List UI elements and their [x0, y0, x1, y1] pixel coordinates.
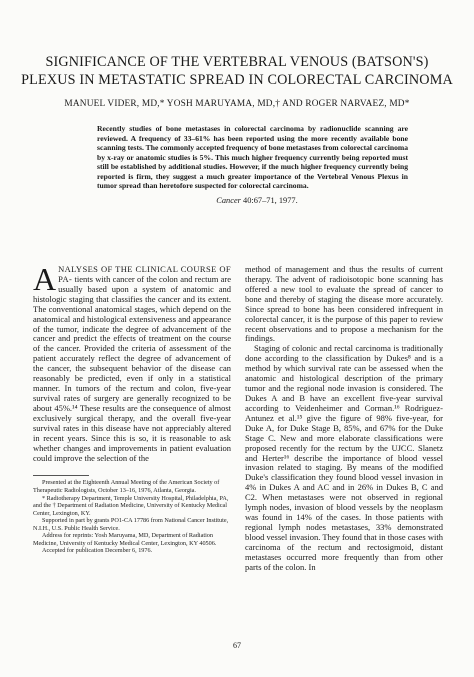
footnote: * Radiotherapy Department, Temple University Hospital, Philadelphia, PA, and the † Department of Radiation Medicine, University of Kentucky Medical Center, Lexington, KY.: [33, 494, 229, 517]
footnotes: [33, 479, 231, 554]
body-columns: [33, 261, 443, 637]
body-paragraph: method of management and thus the results of current therapy. The advent of radioisotopic bone scanning has offered a new tool to evaluate the spread of cancer to bone and thereby of staging the disease more accurately. Since spread to bone has been considered infrequent in colorectal cancer, it is the purpose of this paper to review recent observations and to propose a mechanism for the findings.: [245, 264, 443, 344]
article-title: SIGNIFICANCE OF THE VERTEBRAL VENOUS (BATSON'S) PLEXUS IN METASTATIC SPREAD IN COLORECTAL CARCINOMA: [21, 54, 453, 88]
right-column: [245, 265, 443, 637]
footnote: Accepted for publication December 6, 1976.: [42, 547, 153, 555]
opening-paragraph: [33, 261, 232, 463]
opening-small-caps: NALYSES OF THE CLINICAL COURSE OF PA-: [58, 264, 231, 284]
footnote: Supported in part by grants PO1-CA 17786 from National Cancer Institute, N.I.H., U.S. Public Health Service.: [33, 517, 229, 532]
left-column: [33, 261, 232, 637]
author-line: MANUEL VIDER, MD,* YOSH MARUYAMA, MD,† AND ROGER NARVAEZ, MD*: [64, 99, 410, 109]
drop-cap: A: [33, 261, 57, 297]
page-number: 67: [233, 641, 241, 650]
citation: [20, 196, 454, 206]
opening-paragraph-text: tients with cancer of the colon and rectum are usually based upon a system of anatomic and histologic staging that classifies the cancer and its extent. The conventional anatomical stages, which depend on the anatomical and histological extensiveness and appearance of the tumor, indicate the degree of advancement of the cancer and predict the effects of treatment on the course of the cancer. Provided the criteria of assessment of the patient accurately reflect the degree of advancement of the cancer, the subsequent behavior of the disease can reasonably be predicted, even if only in a statistical manner. In tumors of the rectum and colon, five-year survival rates of surgery are generally recognized to be about 45%.¹⁴ These results are the consequence of almost exclusively surgical therapy, and the overall five-year survival rates in this disease have not appreciably altered in recent years. Since this is so, it is reasonable to ask whether changes and improvements in patient evaluation could improve the selection of the: [33, 273, 232, 463]
footnote: Presented at the Eighteenth Annual Meeting of the American Society of Therapeutic Radiologists, October 13–16, 1976, Atlanta, Georgia.: [33, 479, 220, 494]
journal-name: Cancer: [216, 195, 241, 205]
footnote-divider: [33, 475, 89, 476]
citation-volume: 40:67–71, 1977.: [240, 195, 298, 205]
abstract: Recently studies of bone metastases in colorectal carcinoma by radionuclide scanning are reviewed. A frequency of 33–61% has been reported using the more recently available bone scanning tests. The commonly accepted frequency of bone metastases from colorectal carcinoma by x-ray or anatomic studies is 5%. This much higher frequency currently being reported must still be established by additional studies. However, if the much higher frequency currently being reported is firm, they suggest a much greater importance of the Vertebral Venous Plexus in tumor spread than heretofore suspected for colorectal carcinoma.: [97, 124, 408, 190]
footnote: Address for reprints: Yosh Maruyama, MD, Department of Radiation Medicine, University of Kentucky Medical Center, Lexington, KY 40506.: [33, 532, 217, 547]
body-paragraph: Staging of colonic and rectal carcinoma is traditionally done according to the classification by Dukes⁸ and is a method by which survival rate can be assessed when the anatomic and histological description of the primary tumor and the regional node invasion is considered. The Dukes A and B have an excellent five-year survival according to Veidenheimer and Corman.¹⁶ Rodriguez-Antunez et al.¹⁵ give the figure of 98% five-year, for Duke A, for Duke Stage B, 85%, and 67% for the Duke Stage C. New and more elaborate classifications were proposed recently for the rectum by the UJCC. Slanetz and Herter¹⁶ describe the importance of blood vessel invasion related to staging. By means of the modified Duke's classification they found blood vessel invasion in 4% in Dukes A and AC and in 26% in Dukes B, C and C2. When metastases were not observed in regional lymph nodes, invasion of blood vessels by the neoplasm was found in 14% of the cases. In those patients with regional lymph nodes metastases, 33% demonstrated blood vessel invasion. They found that in those cases with carcinoma of the rectum and rectosigmoid, distant metastases occurred more frequently than from other parts of the colon. In: [245, 343, 443, 572]
